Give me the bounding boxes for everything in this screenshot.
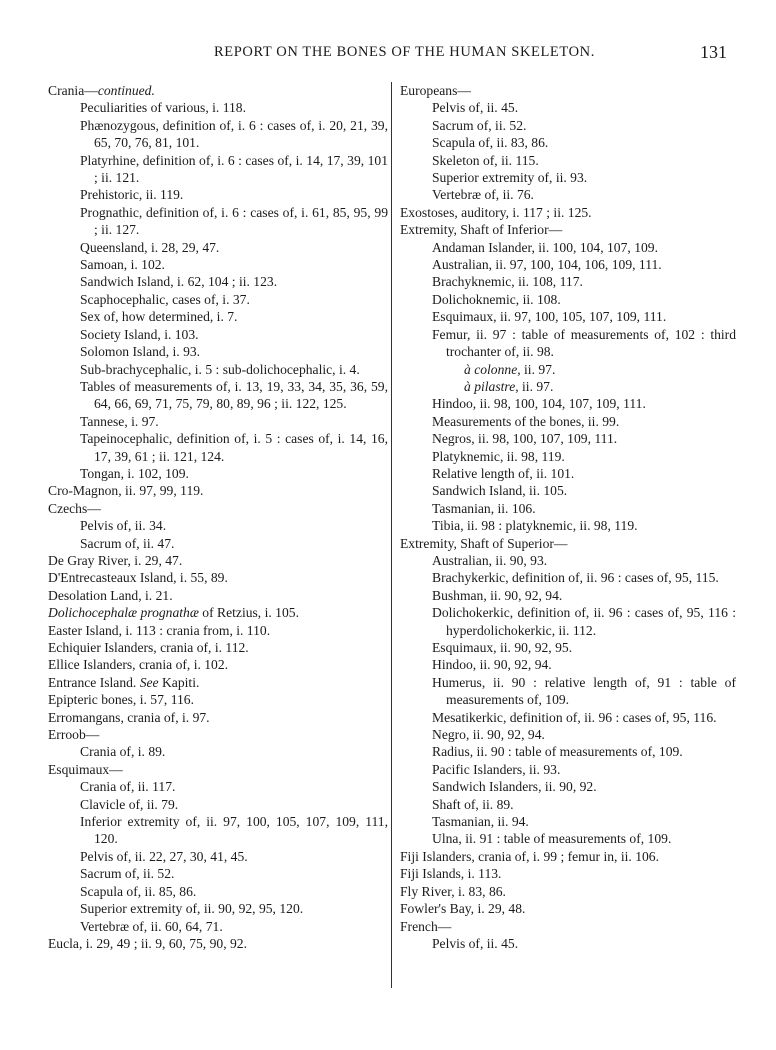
index-column-right [400,82,736,952]
index-entry-text: Prognathic, definition of, i. 6 : cases of, i. 61, 85, 95, 99 ; ii. 127. [80,204,388,238]
index-entry [400,830,736,847]
index-entry [400,813,736,830]
index-entry [48,848,388,865]
index-entry [400,465,736,482]
index-entry [400,726,736,743]
index-entry-text: Cro-Magnon, ii. 97, 99, 119. [48,483,204,499]
index-entry-text: Negro, ii. 90, 92, 94. [432,727,545,743]
index-entry [48,935,388,952]
index-entry-italic-text: continued. [97,83,155,98]
index-entry-text: Pelvis of, ii. 34. [80,518,167,534]
index-entry-text: of Retzius, i. 105. [198,605,299,621]
index-entry [400,639,736,656]
index-entry [48,500,388,517]
index-entry-text: Esquimaux, ii. 90, 92, 95. [432,640,573,655]
index-entry [400,361,736,378]
index-entry-text: Crania of, ii. 117. [80,779,176,795]
index-entry-text: Hindoo, ii. 90, 92, 94. [432,657,552,673]
index-entry [400,656,736,673]
index-entry [48,865,388,882]
index-entry [48,656,388,673]
index-entry [400,796,736,813]
index-entry-text: Crania— [48,83,98,98]
index-entry [400,326,736,361]
index-entry-text: Pelvis of, ii. 22, 27, 30, 41, 45. [80,848,248,864]
index-entry-text: Epipteric bones, i. 57, 116. [48,692,194,708]
index-entry-italic-text: See [139,674,159,690]
index-entry-text: Czechs— [48,500,101,516]
index-entry [400,900,736,917]
index-entry-italic-text: à pilastre [464,378,516,394]
index-entry-text: Scapula of, ii. 85, 86. [80,883,197,899]
index-entry [400,134,736,151]
index-entry [48,535,388,552]
index-entry-text: Tannese, i. 97. [80,413,159,429]
index-entry-text: Humerus, ii. 90 : relative length of, 91 : table of measurements of, 109. [432,674,736,708]
index-entry [48,326,388,343]
index-entry-text: Superior extremity of, ii. 90, 92, 95, 120. [80,901,304,917]
index-entry [400,604,736,639]
index-entry [48,343,388,360]
index-entry [48,82,388,99]
index-entry-text: Radius, ii. 90 : table of measurements of, 109. [432,744,683,760]
index-entry-text: Australian, ii. 97, 100, 104, 106, 109, 111. [432,257,662,273]
index-entry [400,169,736,186]
index-entry-text: Superior extremity of, ii. 93. [432,170,588,186]
index-entry [400,883,736,900]
index-entry-text: Relative length of, ii. 101. [432,465,575,481]
index-entry [400,291,736,308]
index-entry-text: , ii. 97. [515,378,554,394]
index-entry-text: Desolation Land, i. 21. [48,587,173,603]
index-entry-text: Sex of, how determined, i. 7. [80,309,238,325]
index-entry [48,918,388,935]
index-entry-text: Solomon Island, i. 93. [80,344,201,360]
index-entry-text: Vertebræ of, ii. 76. [432,187,534,203]
page-number: 131 [700,42,727,62]
index-entry [48,796,388,813]
index-entry-text: Platyrhine, definition of, i. 6 : cases of, i. 14, 17, 39, 101 ; ii. 121. [80,152,388,186]
index-entry [400,674,736,709]
index-entry [400,500,736,517]
index-entry-text: Mesatikerkic, definition of, ii. 96 : cases of, 95, 116. [432,709,717,725]
index-entry [48,256,388,273]
index-entry-text: Hindoo, ii. 98, 100, 104, 107, 109, 111. [432,396,646,412]
index-entry [400,935,736,952]
index-entry [400,448,736,465]
index-entry [48,709,388,726]
index-entry [400,413,736,430]
index-entry-text: Pelvis of, ii. 45. [432,100,519,116]
running-title: REPORT ON THE BONES OF THE HUMAN SKELETON. [214,44,595,60]
index-entry [48,604,388,621]
index-entry-text: Esquimaux, ii. 97, 100, 105, 107, 109, 111. [432,309,667,325]
index-entry [48,900,388,917]
index-entry-text: Brachykerkic, definition of, ii. 96 : cases of, 95, 115. [432,570,719,586]
index-entry-text: De Gray River, i. 29, 47. [48,552,183,568]
index-entry [48,291,388,308]
index-entry [400,204,736,221]
index-entry-text: French— [400,918,452,934]
index-entry [48,517,388,534]
index-entry [48,726,388,743]
index-entry [400,761,736,778]
index-entry-text: Extremity, Shaft of Superior— [400,535,568,551]
index-entry-text: Platyknemic, ii. 98, 119. [432,448,565,464]
index-entry-text: Vertebræ of, ii. 60, 64, 71. [80,918,223,934]
index-entry-text: Extremity, Shaft of Inferior— [400,222,563,238]
index-entry [400,186,736,203]
index-entry [48,413,388,430]
index-entry-text: Tibia, ii. 98 : platyknemic, ii. 98, 119. [432,518,638,534]
index-entry-text: Skeleton of, ii. 115. [432,152,539,168]
index-entry-text: Fowler's Bay, i. 29, 48. [400,901,526,917]
index-entry [400,587,736,604]
index-entry-text: Clavicle of, ii. 79. [80,796,179,812]
index-entry-text: Fly River, i. 83, 86. [400,883,506,899]
index-entry-text: Samoan, i. 102. [80,257,165,273]
index-entry-text: Sacrum of, ii. 47. [80,535,175,551]
index-entry-text: Sandwich Island, i. 62, 104 ; ii. 123. [80,274,278,290]
index-entry-text: Erromangans, crania of, i. 97. [48,709,210,725]
index-entry [48,883,388,900]
index-entry [400,535,736,552]
index-entry [48,186,388,203]
index-entry-text: Sandwich Island, ii. 105. [432,483,568,499]
index-column-left [48,82,388,952]
index-entry [400,117,736,134]
index-entry [48,117,388,152]
index-entry [48,622,388,639]
index-entry-text: , ii. 97. [517,361,556,377]
index-entry [48,743,388,760]
index-entry-text: Inferior extremity of, ii. 97, 100, 105, 107, 109, 111, 120. [80,814,388,847]
index-entry-text: Easter Island, i. 113 : crania from, i. 110. [48,622,271,638]
index-entry [48,361,388,378]
index-entry [48,99,388,116]
index-entry-italic-text: Dolichocephalæ prognathæ [48,605,199,621]
index-entry [400,778,736,795]
index-entry-text: Dolichokerkic, definition of, ii. 96 : cases of, 95, 116 : hyperdolichokerkic, ii. 112. [432,605,736,638]
running-header [0,40,776,70]
index-entry [400,256,736,273]
index-entry-text: Sacrum of, ii. 52. [432,117,527,133]
index-entry [48,552,388,569]
index-entry-text: Ulna, ii. 91 : table of measurements of, 109. [432,831,672,847]
index-entry-text: Fiji Islanders, crania of, i. 99 ; femur in, ii. 106. [400,848,659,864]
index-entry-text: Brachyknemic, ii. 108, 117. [432,274,583,290]
index-entry [400,918,736,935]
index-entry [400,482,736,499]
index-entry [400,82,736,99]
index-entry [400,378,736,395]
index-entry-text: Phænozygous, definition of, i. 6 : cases of, i. 20, 21, 39, 65, 70, 76, 81, 101. [80,117,388,151]
index-entry-text: Tasmanian, ii. 94. [432,814,529,830]
index-entry-text: Tongan, i. 102, 109. [80,465,189,481]
index-entry [400,865,736,882]
index-entry [48,691,388,708]
index-entry [48,430,388,465]
index-entry [400,743,736,760]
index-entry-text: Femur, ii. 97 : table of measurements of, 102 : third trochanter of, ii. 98. [432,326,736,360]
index-entry-text: Fiji Islands, i. 113. [400,866,502,882]
index-entry-text: Kapiti. [158,674,200,690]
index-entry [400,395,736,412]
index-entry [400,152,736,169]
index-entry [48,378,388,413]
index-entry [400,569,736,586]
index-entry-text: Pacific Islanders, ii. 93. [432,761,561,777]
index-entry [400,308,736,325]
index-entry-text: Crania of, i. 89. [80,744,166,760]
index-entry-text: Tables of measurements of, i. 13, 19, 33, 34, 35, 36, 59, 64, 66, 69, 71, 75, 79, 80, 89, 96 ; ii. 122, 125. [80,378,388,412]
index-entry-text: Pelvis of, ii. 45. [432,935,519,951]
index-entry [400,517,736,534]
index-entry [400,709,736,726]
index-entry [48,778,388,795]
index-entry-text: Prehistoric, ii. 119. [80,187,184,203]
index-entry-text: Exostoses, auditory, i. 117 ; ii. 125. [400,204,592,220]
index-entry [400,239,736,256]
index-entry-text: Sandwich Islanders, ii. 90, 92. [432,779,597,795]
index-entry-text: Tapeinocephalic, definition of, i. 5 : cases of, i. 14, 16, 17, 39, 61 ; ii. 121, 124. [80,431,388,464]
index-entry [400,273,736,290]
index-entry-text: Scapula of, ii. 83, 86. [432,135,549,151]
index-entry [48,204,388,239]
column-divider [391,82,392,988]
index-entry [400,99,736,116]
index-entry [48,239,388,256]
index-entry-text: Echiquier Islanders, crania of, i. 112. [48,640,249,655]
index-entry-text: Europeans— [400,83,471,98]
index-entry-text: Negros, ii. 98, 100, 107, 109, 111. [432,431,618,447]
index-entry-text: Eucla, i. 29, 49 ; ii. 9, 60, 75, 90, 92. [48,935,247,951]
index-entry-text: Shaft of, ii. 89. [432,796,514,812]
index-entry [48,482,388,499]
index-entry [48,569,388,586]
index-entry-text: D'Entrecasteaux Island, i. 55, 89. [48,570,228,586]
index-entry [48,813,388,848]
index-entry-text: Erroob— [48,727,100,743]
index-entry [48,674,388,691]
index-entry-text: Peculiarities of various, i. 118. [80,100,246,116]
index-entry-text: Andaman Islander, ii. 100, 104, 107, 109. [432,239,658,255]
index-entry-text: Entrance Island. [48,674,140,690]
index-entry-text: Sacrum of, ii. 52. [80,866,175,882]
index-entry [48,587,388,604]
index-entry [48,308,388,325]
index-entry [400,221,736,238]
index-entry [48,465,388,482]
index-entry-italic-text: à colonne [464,361,518,377]
index-entry-text: Sub-brachycephalic, i. 5 : sub-dolichocephalic, i. 4. [80,361,360,377]
index-entry [48,273,388,290]
index-entry [48,152,388,187]
index-entry-text: Society Island, i. 103. [80,326,199,342]
index-entry-text: Scaphocephalic, cases of, i. 37. [80,291,250,307]
index-entry-text: Measurements of the bones, ii. 99. [432,413,620,429]
index-entry-text: Queensland, i. 28, 29, 47. [80,239,220,255]
index-entry [400,848,736,865]
index-entry-text: Ellice Islanders, crania of, i. 102. [48,657,229,673]
index-entry-text: Esquimaux— [48,761,123,777]
index-entry [400,430,736,447]
index-entry [48,639,388,656]
index-entry-text: Tasmanian, ii. 106. [432,500,536,516]
index-entry-text: Bushman, ii. 90, 92, 94. [432,587,563,603]
index-entry-text: Dolichoknemic, ii. 108. [432,291,561,307]
index-entry-text: Australian, ii. 90, 93. [432,552,548,568]
index-entry [400,552,736,569]
index-entry [48,761,388,778]
